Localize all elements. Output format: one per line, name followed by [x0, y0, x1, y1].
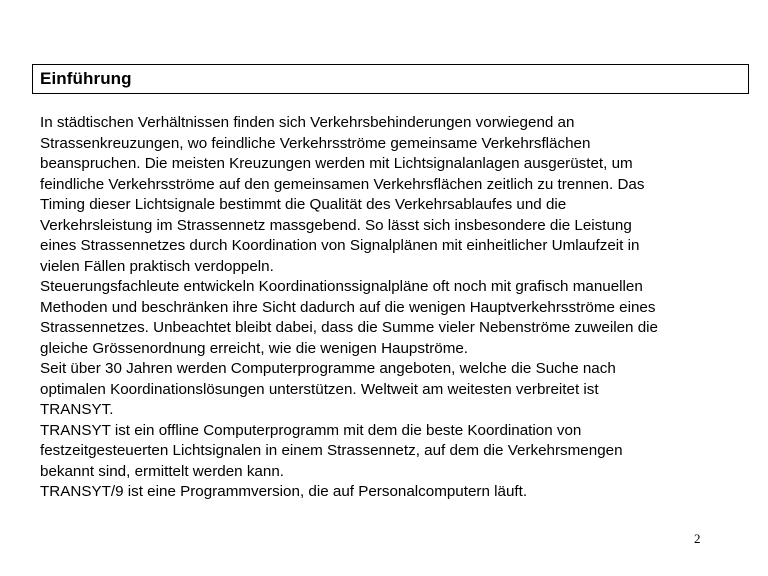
section-title: Einführung: [40, 69, 132, 88]
body-line: eines Strassennetzes durch Koordination von Signalplänen mit einheitlicher Umlaufzeit in: [40, 237, 640, 254]
body-line: vielen Fällen praktisch verdoppeln.: [40, 257, 274, 275]
page-number: 2: [694, 531, 701, 546]
section-title-box: [32, 64, 749, 94]
body-line: beanspruchen. Die meisten Kreuzungen werden mit Lichtsignalanlagen ausgerüstet, um: [40, 155, 633, 172]
body-line: feindliche Verkehrsströme auf den gemeinsamen Verkehrsflächen zeitlich zu trennen. Das: [40, 175, 645, 193]
body-line: In städtischen Verhältnissen finden sich Verkehrsbehinderungen vorwiegend an: [40, 114, 575, 131]
body-line: optimalen Koordinationslösungen unterstützen. Weltweit am weitesten verbreitet ist: [40, 380, 599, 398]
body-line: TRANSYT ist ein offline Computerprogramm mit dem die beste Koordination von: [40, 421, 582, 439]
body-line: Strassenkreuzungen, wo feindliche Verkehrsströme gemeinsame Verkehrsflächen: [40, 134, 591, 152]
body-line: Methoden und beschränken ihre Sicht dadurch auf die wenigen Hauptverkehrsströme eines: [40, 298, 656, 316]
body-line: bekannt sind, ermittelt werden kann.: [40, 462, 284, 480]
body-line: Timing dieser Lichtsignale bestimmt die Qualität des Verkehrsablaufes und die: [40, 196, 567, 213]
body-line: Steuerungsfachleute entwickeln Koordinationssignalpläne oft noch mit grafisch manuellen: [40, 278, 643, 295]
body-line: Seit über 30 Jahren werden Computerprogramme angeboten, welche die Suche nach: [40, 360, 616, 377]
body-text: [40, 113, 760, 503]
body-line: TRANSYT/9 ist eine Programmversion, die auf Personalcomputern läuft.: [40, 483, 528, 500]
body-line: festzeitgesteuerten Lichtsignalen in einem Strassennetz, auf dem die Verkehrsmengen: [40, 442, 623, 459]
body-line: gleiche Grössenordnung erreicht, wie die wenigen Haupströme.: [40, 339, 469, 357]
body-line: Strassennetzes. Unbeachtet bleibt dabei, dass die Summe vieler Nebenströme zuweilen die: [40, 319, 658, 336]
body-line: Verkehrsleistung im Strassennetz massgebend. So lässt sich insbesondere die Leistung: [40, 216, 632, 234]
body-line: TRANSYT.: [40, 401, 114, 418]
